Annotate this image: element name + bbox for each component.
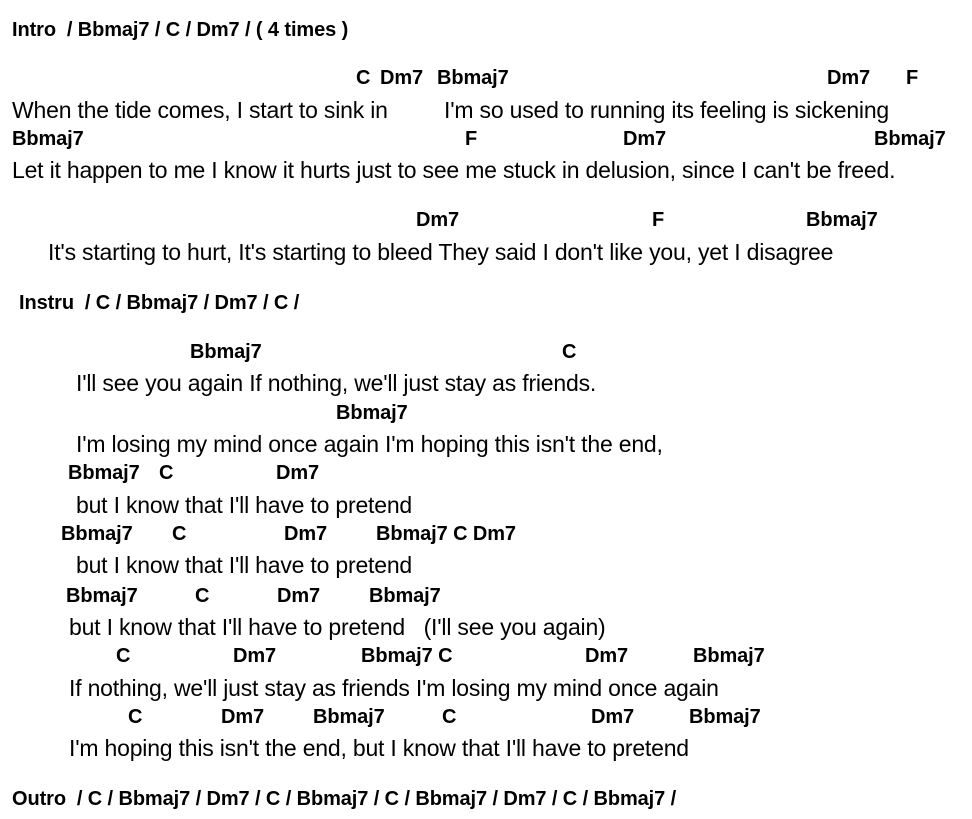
chord: Dm7 [591, 706, 635, 728]
lyric-line: I'm hoping this isn't the end, but I know that I'll have to pretend [69, 735, 689, 761]
chord: Dm7 [827, 67, 871, 89]
chord: Bbmaj7 [806, 209, 878, 231]
lyric-line: When the tide comes, I start to sink in [12, 97, 388, 123]
outro-section-line: Outro / C / Bbmaj7 / Dm7 / C / Bbmaj7 / C / Bbmaj7 / Dm7 / C / Bbmaj7 / [12, 788, 677, 810]
chord: Dm7 [277, 585, 321, 607]
chord: Bbmaj7 [12, 128, 84, 150]
chord: C [356, 67, 371, 89]
chord: Dm7 [380, 67, 424, 89]
chord: C [116, 645, 131, 667]
chord: Dm7 [416, 209, 460, 231]
chord: Bbmaj7 [437, 67, 509, 89]
lyric-line: but I know that I'll have to pretend (I'll see you again) [69, 614, 606, 640]
chord: C [442, 706, 457, 728]
lyric-line: I'm so used to running its feeling is sickening [444, 97, 890, 123]
lyric-line: Let it happen to me I know it hurts just to see me stuck in delusion, since I can't be freed. [12, 157, 896, 183]
chord: Bbmaj7 [336, 402, 408, 424]
chord: Bbmaj7 [190, 341, 262, 363]
chord: Bbmaj7 [874, 128, 946, 150]
chord: Bbmaj7 C [361, 645, 453, 667]
lyric-line: I'll see you again If nothing, we'll just stay as friends. [76, 370, 597, 396]
chord: Dm7 [585, 645, 629, 667]
chord: C [172, 523, 187, 545]
chord: Bbmaj7 [61, 523, 133, 545]
chord: Dm7 [284, 523, 328, 545]
chord: Dm7 [623, 128, 667, 150]
chord: C [195, 585, 210, 607]
chord: C [562, 341, 577, 363]
chord: Bbmaj7 [313, 706, 385, 728]
chord: Bbmaj7 [689, 706, 761, 728]
chord: Bbmaj7 [66, 585, 138, 607]
chord: F [652, 209, 665, 231]
chord: C [159, 462, 174, 484]
chord: Dm7 [233, 645, 277, 667]
chord: Bbmaj7 [693, 645, 765, 667]
chord: Bbmaj7 [68, 462, 140, 484]
chord: C [128, 706, 143, 728]
lyric-line: It's starting to hurt, It's starting to bleed They said I don't like you, yet I disagree [48, 239, 834, 265]
intro-section-line: Intro / Bbmaj7 / C / Dm7 / ( 4 times ) [12, 19, 349, 41]
lyric-line: but I know that I'll have to pretend [76, 552, 413, 578]
lyric-line: If nothing, we'll just stay as friends I'm losing my mind once again [69, 675, 719, 701]
chord: Bbmaj7 [369, 585, 441, 607]
lyric-line: I'm losing my mind once again I'm hoping this isn't the end, [76, 431, 663, 457]
chord: F [906, 67, 919, 89]
chord: Dm7 [221, 706, 265, 728]
instru-section-line: Instru / C / Bbmaj7 / Dm7 / C / [19, 292, 300, 314]
lyric-line: but I know that I'll have to pretend [76, 492, 413, 518]
chord: Bbmaj7 C Dm7 [376, 523, 516, 545]
chord: Dm7 [276, 462, 320, 484]
chord: F [465, 128, 478, 150]
